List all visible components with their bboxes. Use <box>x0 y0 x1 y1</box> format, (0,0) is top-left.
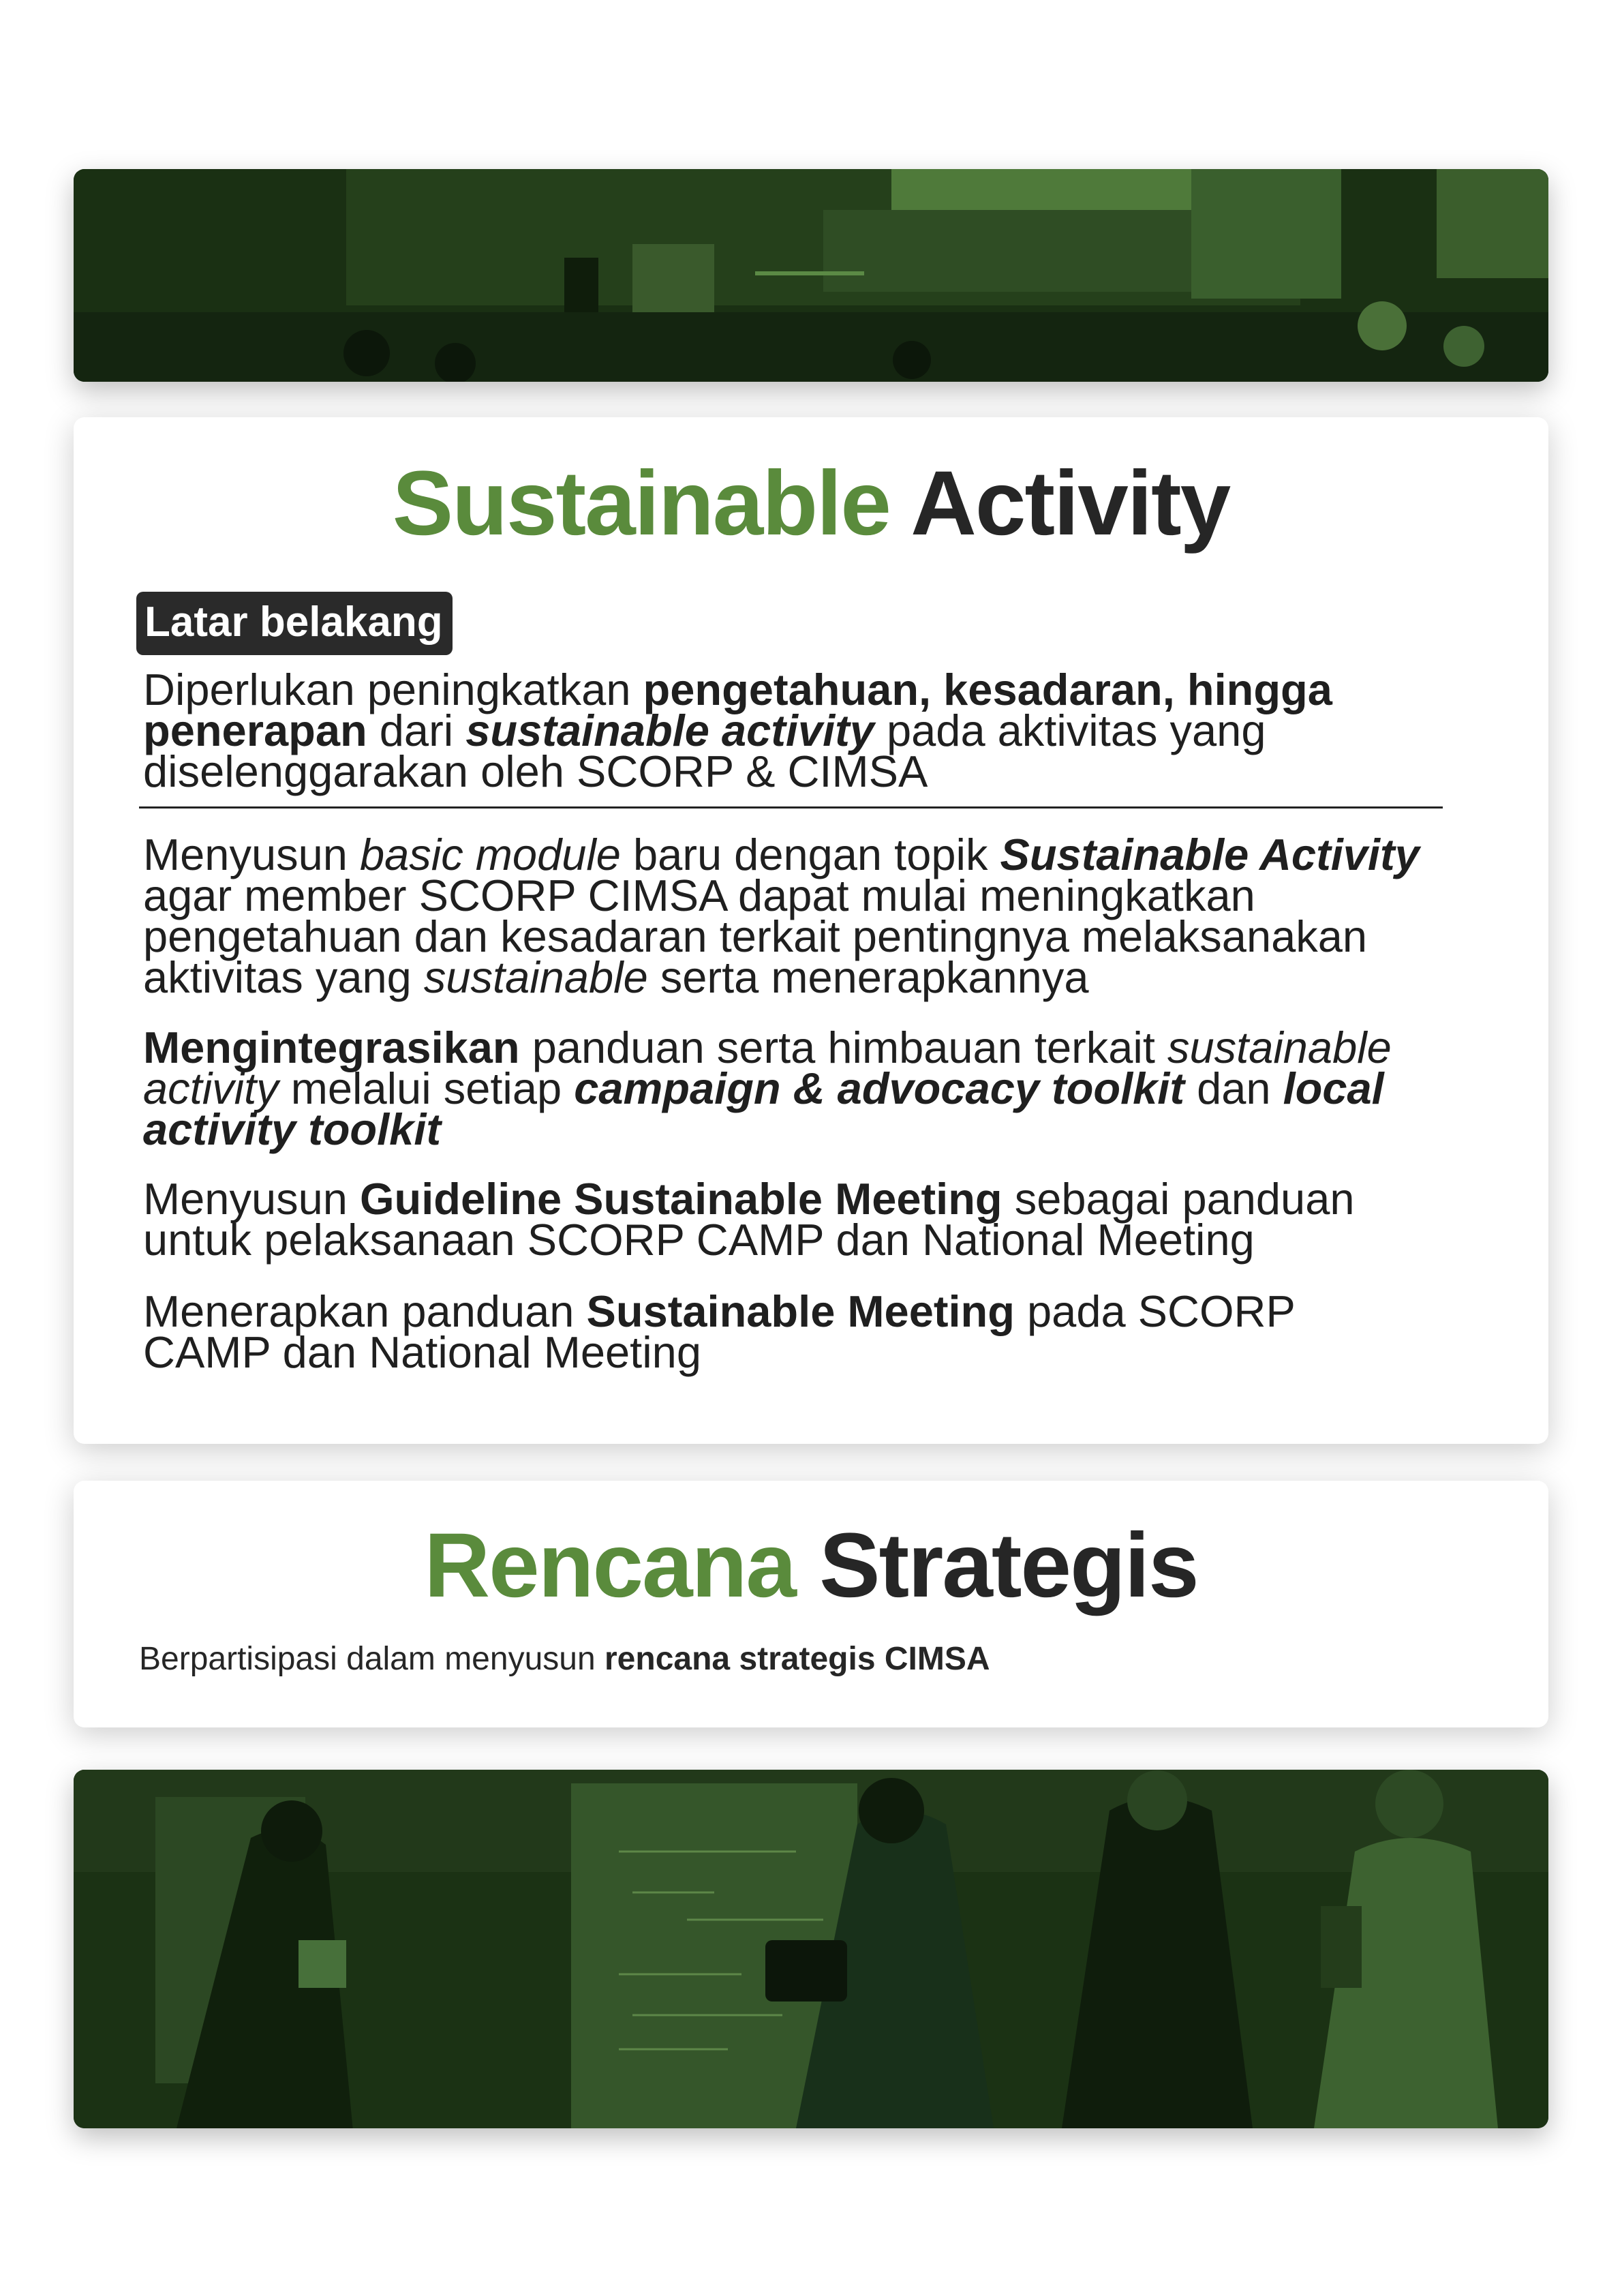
text-run: Diperlukan peningkatkan <box>143 665 643 714</box>
text-run: Menyusun <box>143 830 360 879</box>
text-run: serta menerapkannya <box>647 952 1089 1002</box>
section-divider <box>139 806 1443 809</box>
action-item-4 <box>143 1286 1424 1377</box>
text-run: Sustainable Activity <box>1000 830 1420 879</box>
text-run: baru dengan topik <box>620 830 1000 879</box>
sustainable-activity-card <box>74 417 1548 1444</box>
action-item-3 <box>143 1174 1424 1265</box>
text-run: Guideline Sustainable Meeting <box>359 1174 1003 1224</box>
text-run: panduan serta himbauan terkait <box>519 1023 1167 1072</box>
text-run: sebagai panduan untuk pelaksanaan SCORP CAMP dan National Meeting <box>143 1174 1355 1265</box>
text-run: dari <box>367 706 466 755</box>
title-dark-word: Activity <box>911 453 1230 554</box>
text-run: pada aktivitas yang diselenggarakan oleh SCORP & CIMSA <box>143 706 1266 796</box>
rencana-strategis-title <box>74 1515 1548 1616</box>
text-run: basic module <box>359 830 621 879</box>
text-run: melalui setiap <box>278 1063 575 1113</box>
action-item-2 <box>143 1023 1424 1154</box>
photo-presenters-flipchart-image <box>74 1770 1548 2128</box>
text-run: campaign & advocacy toolkit <box>574 1063 1185 1113</box>
sustainable-activity-title <box>74 453 1548 554</box>
text-run: Menerapkan panduan <box>143 1286 587 1336</box>
text-run: agar member SCORP CIMSA dapat mulai meningkatkan pengetahuan dan kesadaran terkait pentingnya melaksanakan aktivitas yang <box>143 871 1368 1002</box>
text-run: pengetahuan, kesadaran, hingga penerapan <box>143 665 1332 755</box>
title-green-word: Rencana <box>424 1515 795 1616</box>
background-badge: Latar belakang <box>136 592 453 655</box>
rencana-strategis-card <box>74 1481 1548 1727</box>
title-dark-word: Strategis <box>819 1515 1198 1616</box>
text-run: rencana strategis CIMSA <box>605 1641 990 1677</box>
text-run: Mengintegrasikan <box>143 1023 520 1072</box>
photo-presenters-flipchart <box>74 1770 1548 2128</box>
text-run: sustainable activity <box>465 706 874 755</box>
rencana-paragraph <box>139 1640 990 1678</box>
text-run: pada SCORP CAMP dan National Meeting <box>143 1286 1295 1377</box>
text-run: Menyusun <box>143 1174 360 1224</box>
photo-conference-stage-image <box>74 169 1548 382</box>
title-green-word: Sustainable <box>392 453 890 554</box>
text-run: local activity toolkit <box>143 1063 1384 1154</box>
text-run: sustainable <box>423 952 648 1002</box>
text-run: Berpartisipasi dalam menyusun <box>139 1641 605 1677</box>
text-run: Sustainable Meeting <box>586 1286 1015 1336</box>
text-run: sustainable activity <box>143 1023 1392 1113</box>
background-paragraph <box>143 665 1424 796</box>
action-item-1 <box>143 830 1424 1002</box>
text-run: dan <box>1184 1063 1283 1113</box>
photo-conference-stage <box>74 169 1548 382</box>
